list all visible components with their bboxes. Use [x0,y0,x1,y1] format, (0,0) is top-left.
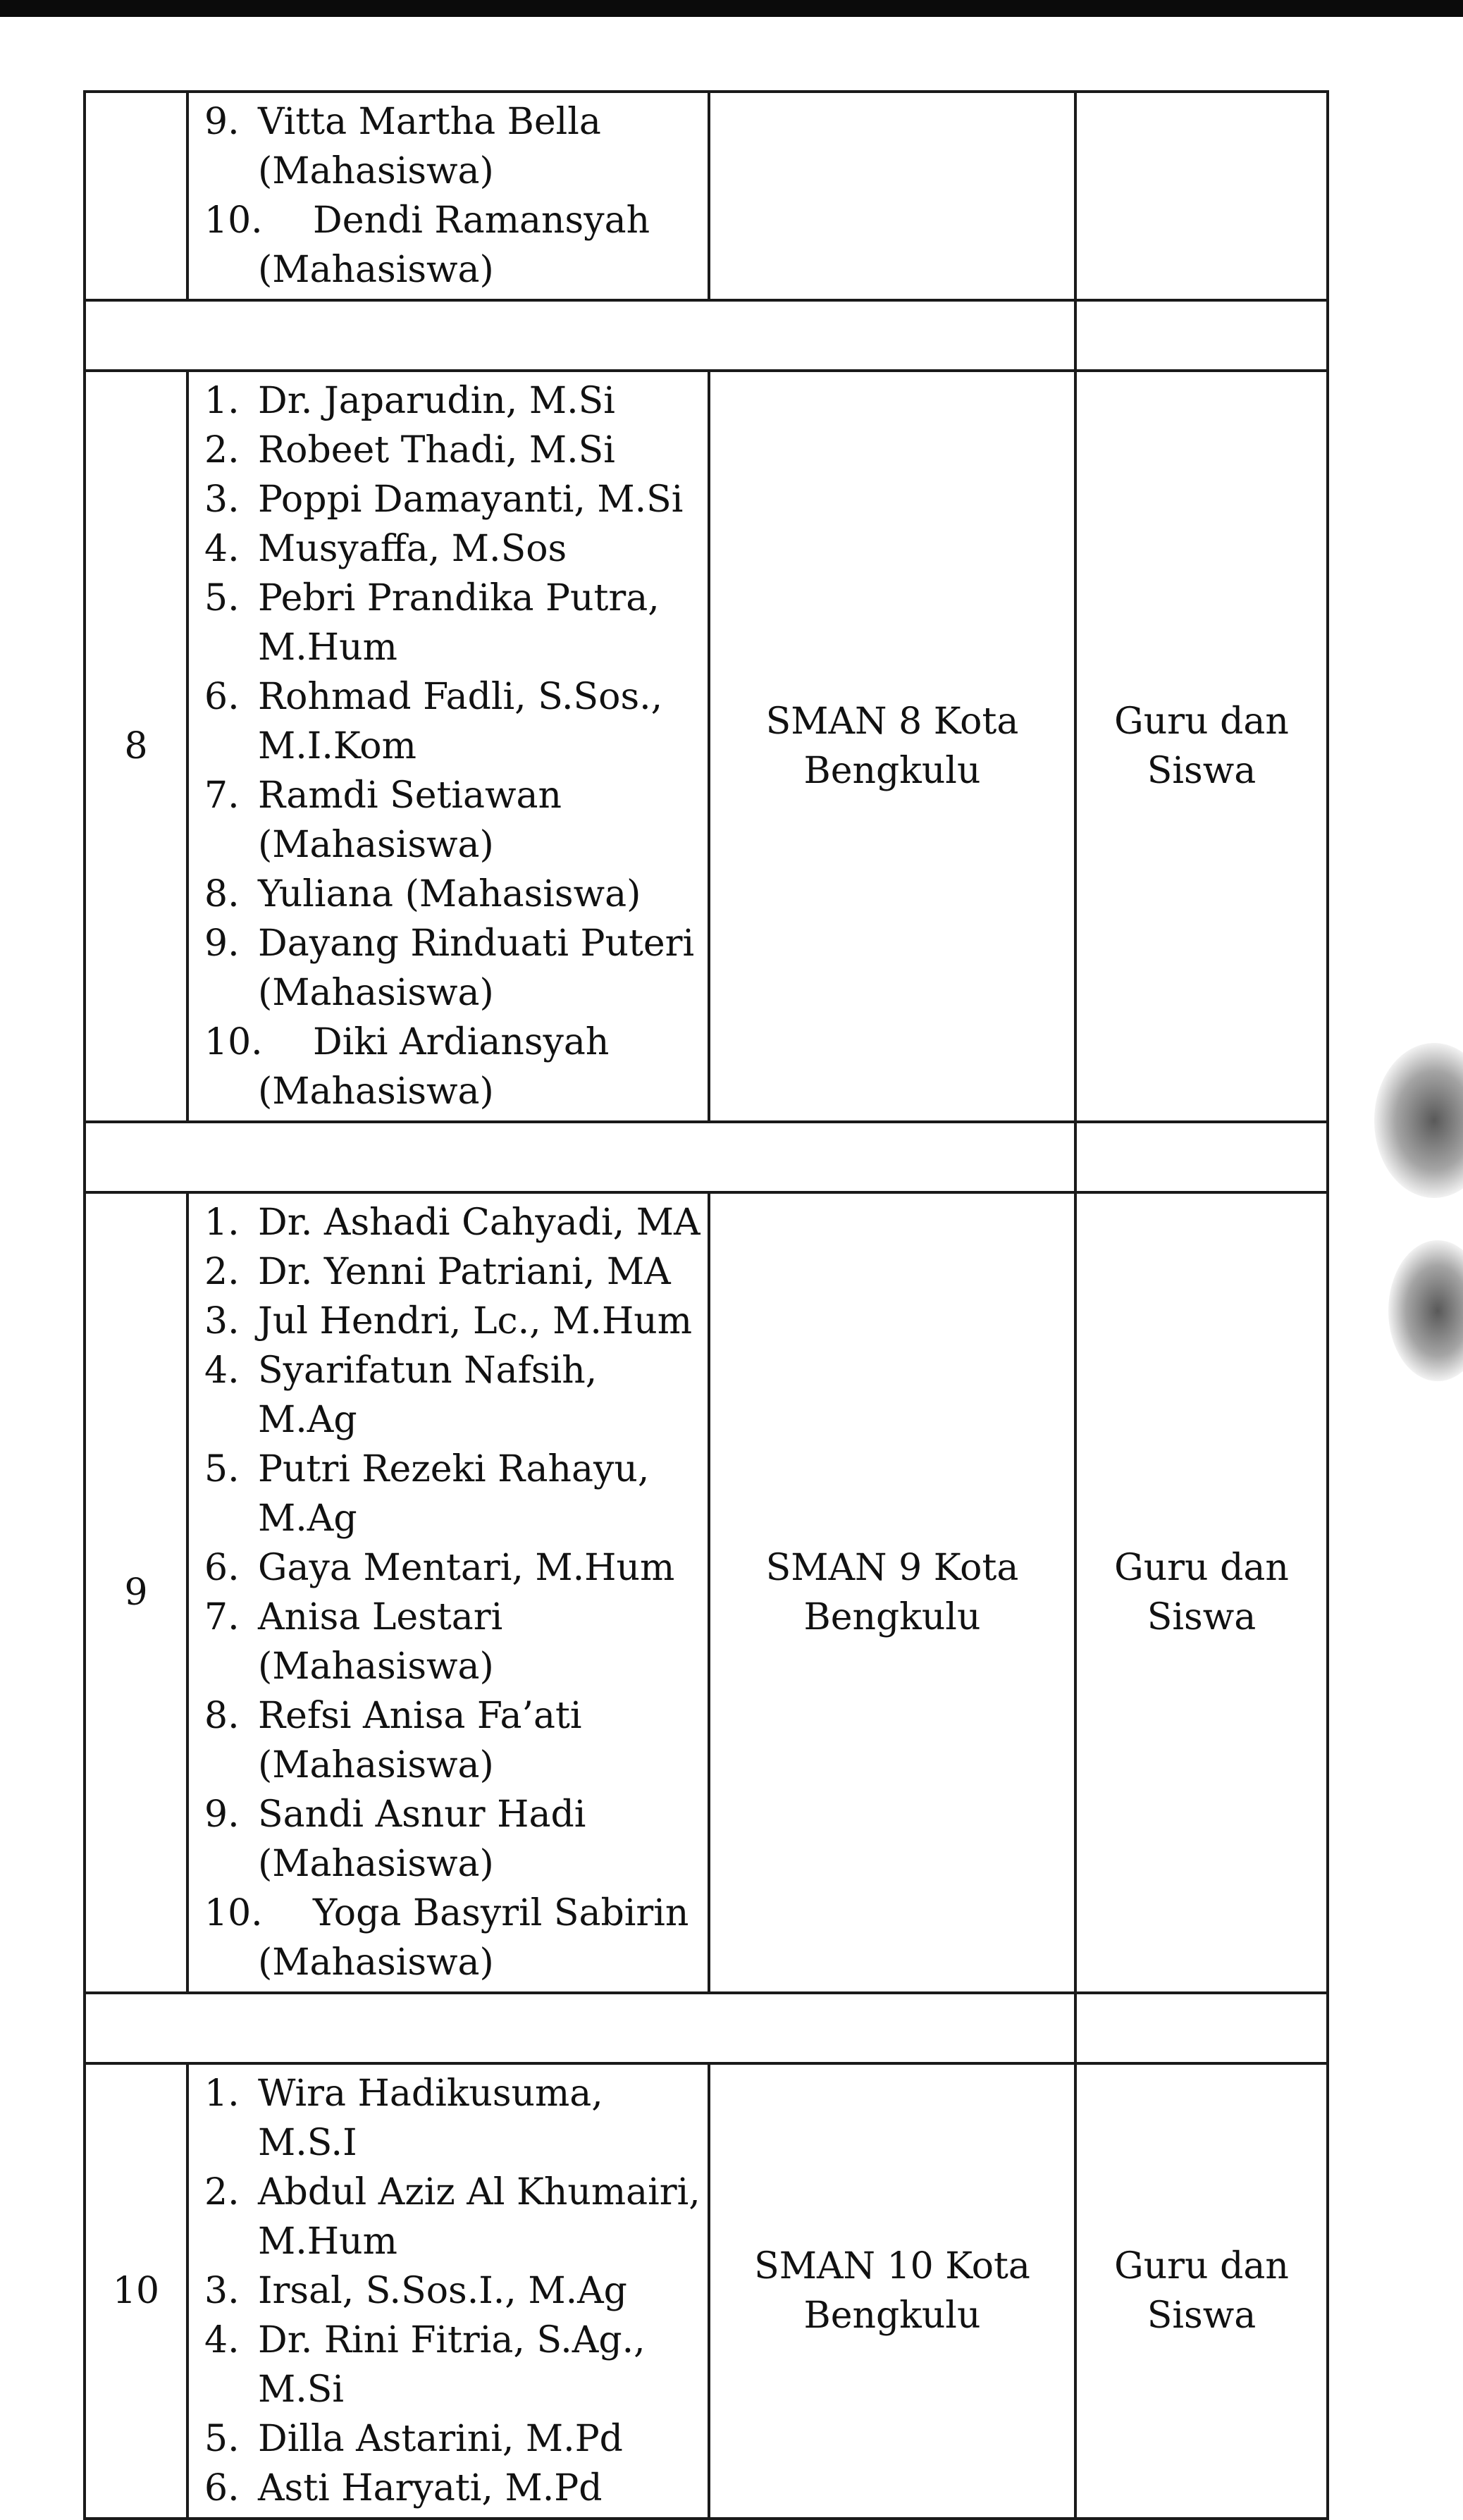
list-number: 4. [204,528,240,570]
member-name-continuation: M.Ag [258,1497,357,1540]
list-item [204,376,702,426]
list-number: 7. [204,774,240,817]
member-name-continuation: (Mahasiswa) [258,1941,494,1984]
list-number: 7. [204,1596,240,1638]
list-item [204,2316,702,2414]
member-name: Rohmad Fadli, S.Sos., [258,676,663,718]
member-name: Irsal, S.Sos.I., M.Ag [258,2270,627,2312]
spacer-cell [85,1122,1075,1192]
member-name: Yuliana (Mahasiswa) [258,873,641,915]
member-name-continuation: M.I.Kom [258,725,416,767]
list-number: 1. [204,1202,240,1244]
list-number: 1. [204,380,240,422]
target-cell [1075,92,1328,300]
list-number: 6. [204,1547,240,1589]
list-number: 10. [204,1892,263,1934]
list-number: 4. [204,1349,240,1392]
target-cell [1075,1192,1328,1993]
assignment-table [83,90,1329,2520]
member-name-continuation: (Mahasiswa) [258,150,494,192]
list-number: 2. [204,429,240,471]
member-name: Refsi Anisa Fa’ati [258,1695,582,1737]
list-item [204,475,702,524]
member-name: Gaya Mentari, M.Hum [258,1547,675,1589]
list-item [204,1543,702,1593]
school-name: SMAN 8 Kota Bengkulu [765,700,1019,792]
ink-smudge [1374,1043,1463,1198]
list-item [204,672,702,771]
member-name-continuation: M.Si [258,2368,345,2411]
team-members-cell [187,92,709,300]
list-number: 2. [204,1251,240,1293]
member-name-continuation: (Mahasiswa) [258,1744,494,1786]
team-members-cell [187,2063,709,2519]
member-name: Abdul Aziz Al Khumairi, [258,2171,700,2213]
spacer-row [85,300,1328,371]
list-number: 3. [204,2270,240,2312]
member-name-continuation: M.Hum [258,626,397,669]
team-members-list [189,93,708,299]
member-name: Jul Hendri, Lc., M.Hum [258,1300,693,1342]
table-row [85,2063,1328,2519]
team-members-list [189,1194,708,1991]
member-name: Robeet Thadi, M.Si [258,429,615,471]
list-item [204,2414,702,2464]
list-number: 10. [204,199,263,242]
member-name: Dayang Rinduati Puteri [258,922,695,965]
list-number: 3. [204,1300,240,1342]
member-name: Wira Hadikusuma, [258,2073,603,2115]
list-item [204,196,702,295]
school-cell [709,371,1075,1122]
scan-top-edge [0,0,1463,17]
list-item [204,524,702,574]
ink-smudge [1388,1240,1463,1381]
table-row [85,92,1328,300]
table-row [85,1192,1328,1993]
table-row [85,371,1328,1122]
list-number: 3. [204,478,240,521]
team-members-cell [187,371,709,1122]
school-cell [709,1192,1075,1993]
list-number: 2. [204,2171,240,2213]
list-item [204,2069,702,2168]
row-number-cell: 9 [85,1192,187,1993]
list-item [204,870,702,919]
spacer-cell [85,1993,1075,2063]
list-number: 9. [204,1793,240,1836]
target-cell [1075,371,1328,1122]
list-item [204,1018,702,1116]
list-number: 9. [204,922,240,965]
member-name-continuation: (Mahasiswa) [258,824,494,866]
list-item [204,426,702,475]
member-name-continuation: (Mahasiswa) [258,1645,494,1688]
spacer-row [85,1122,1328,1192]
list-item [204,574,702,672]
member-name: Dr. Rini Fitria, S.Ag., [258,2319,646,2361]
list-item [204,771,702,870]
list-item [204,1889,702,1987]
spacer-cell [1075,300,1328,371]
school-name: SMAN 9 Kota Bengkulu [765,1547,1019,1638]
target-audience: Guru dan Siswa [1114,1547,1289,1638]
list-number: 8. [204,1695,240,1737]
member-name-continuation: (Mahasiswa) [258,249,494,291]
list-number: 1. [204,2073,240,2115]
member-name: Pebri Prandika Putra, [258,577,660,619]
member-name: Anisa Lestari [258,1596,503,1638]
list-item [204,1247,702,1297]
list-item [204,2168,702,2266]
target-cell [1075,2063,1328,2519]
list-item [204,2266,702,2316]
list-item [204,1691,702,1790]
list-item [204,1198,702,1247]
list-number: 8. [204,873,240,915]
member-name: Musyaffa, M.Sos [258,528,567,570]
list-number: 4. [204,2319,240,2361]
list-item [204,1297,702,1346]
list-number: 5. [204,2418,240,2460]
member-name: Ramdi Setiawan [258,774,562,817]
member-name: Poppi Damayanti, M.Si [258,478,684,521]
list-number: 6. [204,676,240,718]
member-name: Dendi Ramansyah [313,199,650,242]
school-name: SMAN 10 Kota Bengkulu [754,2245,1030,2337]
list-item [204,1593,702,1691]
team-members-list [189,372,708,1120]
list-item [204,97,702,196]
target-audience: Guru dan Siswa [1114,700,1289,792]
list-number: 10. [204,1021,263,1063]
member-name: Yoga Basyril Sabirin [313,1892,689,1934]
spacer-cell [85,300,1075,371]
member-name: Sandi Asnur Hadi [258,1793,586,1836]
member-name: Diki Ardiansyah [313,1021,610,1063]
list-number: 6. [204,2467,240,2509]
team-members-cell [187,1192,709,1993]
member-name-continuation: (Mahasiswa) [258,1843,494,1885]
school-cell [709,92,1075,300]
row-number-cell: 8 [85,371,187,1122]
list-number: 5. [204,577,240,619]
spacer-cell [1075,1122,1328,1192]
list-item [204,2464,702,2513]
list-number: 5. [204,1448,240,1490]
school-cell [709,2063,1075,2519]
member-name-continuation: M.S.I [258,2122,357,2164]
member-name: Dr. Ashadi Cahyadi, MA [258,1202,700,1244]
member-name: Syarifatun Nafsih, M.Ag [258,1349,598,1441]
list-number: 9. [204,101,240,143]
member-name-continuation: (Mahasiswa) [258,972,494,1014]
spacer-cell [1075,1993,1328,2063]
member-name: Dilla Astarini, M.Pd [258,2418,623,2460]
row-number-cell [85,92,187,300]
team-members-list [189,2065,708,2517]
spacer-row [85,1993,1328,2063]
row-number-cell: 10 [85,2063,187,2519]
member-name-continuation: (Mahasiswa) [258,1070,494,1113]
member-name: Dr. Yenni Patriani, MA [258,1251,671,1293]
list-item [204,919,702,1018]
list-item [204,1790,702,1889]
list-item [204,1346,702,1445]
member-name-continuation: M.Hum [258,2221,397,2263]
member-name: Asti Haryati, M.Pd [258,2467,603,2509]
list-item [204,1445,702,1543]
member-name: Dr. Japarudin, M.Si [258,380,615,422]
target-audience: Guru dan Siswa [1114,2245,1289,2337]
member-name: Vitta Martha Bella [258,101,601,143]
member-name: Putri Rezeki Rahayu, [258,1448,650,1490]
